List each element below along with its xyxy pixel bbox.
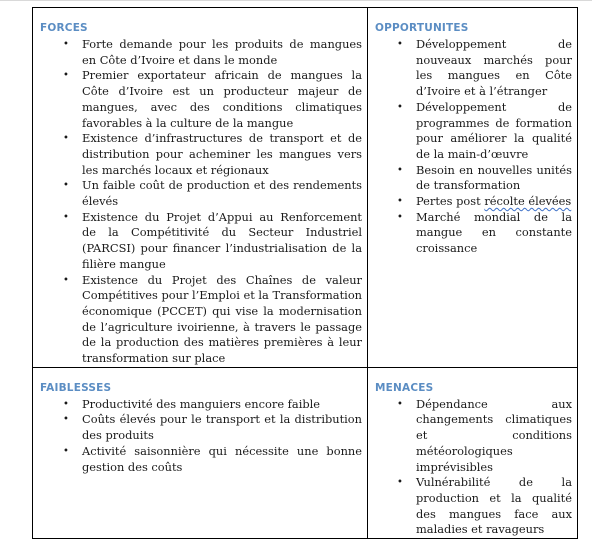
menaces-item-2: • Vulnérabilité de la production et la qualité des mangues face aux maladies et ravageurs — [397, 475, 572, 537]
bullet-icon: • — [397, 164, 403, 176]
bullet-icon: • — [63, 274, 69, 286]
bullet-icon: • — [63, 180, 69, 192]
forces-heading: FORCES — [40, 22, 88, 34]
forces-cell — [33, 8, 368, 368]
bullet-icon: • — [63, 39, 69, 50]
page-top-edge — [0, 0, 592, 1]
menaces-list — [375, 397, 572, 538]
menaces-cell — [368, 367, 578, 538]
faiblesses-item-1: • Productivité des manguiers encore faible — [63, 396, 321, 411]
bullet-icon: • — [63, 70, 69, 82]
opportunites-item-2: • Développement de programmes de formation pour améliorer la qualité de la main-d’œuvre — [397, 99, 572, 161]
bullet-icon: • — [397, 39, 403, 50]
forces-item-2: • Premier exportateur africain de mangues la Côte d’Ivoire est un producteur majeur de mangues, avec des conditions climatiques favorables à la culture de la mangue — [63, 68, 362, 130]
forces-item-5: • Existence du Projet d’Appui au Renforcement de la Compétitivité du Secteur Industriel (PARCSI) pour financer l’industrialisation de la filière mangue — [63, 209, 362, 271]
menaces-item-1: • Dépendance aux changements climatiques et conditions météorologiques imprévisibles — [397, 396, 572, 474]
bullet-icon: • — [397, 196, 403, 208]
bullet-icon: • — [397, 477, 403, 489]
bullet-icon: • — [63, 445, 69, 457]
opportunites-item-3: • Besoin en nouvelles unités de transformation — [397, 162, 572, 193]
bullet-icon: • — [63, 133, 69, 145]
spellcheck-underlined-text: récolte élevées — [484, 194, 572, 209]
opportunites-heading: OPPORTUNITES — [375, 22, 469, 34]
forces-item-4: • Un faible coût de production et des rendements élevés — [63, 178, 362, 209]
bullet-icon: • — [397, 101, 403, 113]
forces-item-6: • Existence du Projet des Chaînes de valeur Compétitives pour l’Emploi et la Transformation économique (PCCET) qui vise la modernisation de l’agriculture ivoirienne, à travers le passage de la production des matières premières à leur transformation sur place — [63, 272, 363, 366]
bullet-icon: • — [397, 211, 403, 223]
bullet-icon: • — [63, 211, 69, 223]
faiblesses-item-2: • Coûts élevés pour le transport et la distribution des produits — [63, 412, 362, 443]
bullet-icon: • — [63, 414, 69, 426]
faiblesses-heading: FAIBLESSES — [40, 381, 112, 394]
swot-table — [32, 7, 578, 539]
forces-item-1: • Forte demande pour les produits de mangues en Côte d’Ivoire et dans le monde — [63, 37, 362, 67]
opportunites-item-5: • Marché mondial de la mangue en constante croissance — [397, 209, 572, 256]
opportunites-list — [375, 37, 572, 257]
forces-item-3: • Existence d’infrastructures de transport et de distribution pour acheminer les mangues vers les marchés locaux et régionaux — [63, 131, 362, 177]
opportunites-item-4: • Pertes post récolte élevées — [397, 194, 572, 209]
bullet-icon: • — [63, 398, 69, 410]
faiblesses-list — [40, 397, 362, 476]
faiblesses-cell — [33, 367, 368, 538]
forces-list — [40, 37, 362, 367]
opportunites-cell — [368, 8, 578, 368]
menaces-heading: MENACES — [375, 381, 434, 394]
bullet-icon: • — [397, 398, 403, 410]
opportunites-item-1: • Développement de nouveaux marchés pour les mangues en Côte d’Ivoire et à l’étranger — [397, 37, 572, 99]
faiblesses-item-3: • Activité saisonnière qui nécessite une bonne gestion des coûts — [63, 443, 362, 474]
